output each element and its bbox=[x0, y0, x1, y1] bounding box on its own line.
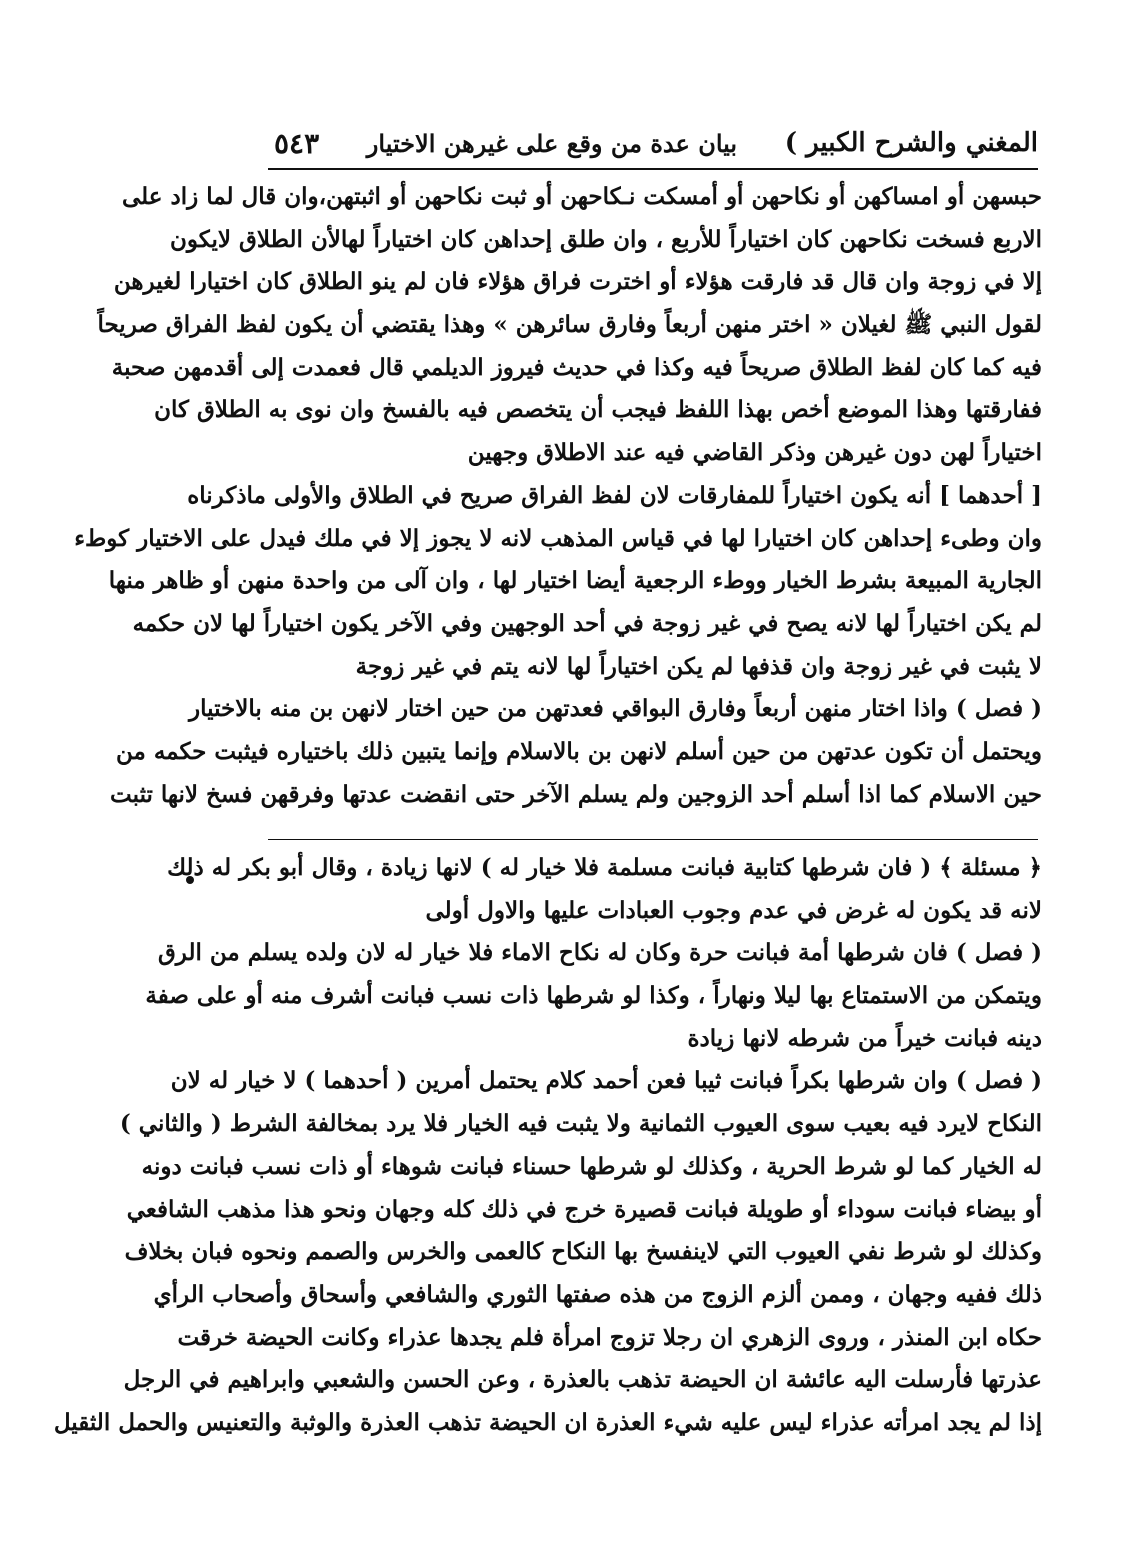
text-line: فيه كما كان لفظ الطلاق صريحاً فيه وكذا في حديث فيروز الديلمي قال فعمدت إلى أقدمهن صحبة bbox=[111, 353, 1042, 381]
text-line: إذا لم يجد امرأته عذراء ليس عليه شيء العذرة ان الحيضة تذهب العذرة والوثبة والتعنيس والحمل الثقيل bbox=[53, 1408, 1042, 1436]
text-line: حكاه ابن المنذر ، وروى الزهري ان رجلا تزوج امرأة فلم يجدها عذراء وكانت الحيضة خرقت bbox=[177, 1323, 1042, 1351]
text-line: إلا في زوجة وان قال قد فارقت هؤلاء أو اخترت فراق هؤلاء فان لم ينو الطلاق كان اختيارا لغيرهن bbox=[113, 268, 1042, 296]
header-rule bbox=[268, 168, 1038, 170]
text-line: النكاح لايرد فيه بعيب سوى العيوب الثمانية ولا يثبت فيه الخيار فلا يرد بمخالفة الشرط ( والثاني ) bbox=[119, 1110, 1042, 1138]
text-line: ( فصل ) فان شرطها أمة فبانت حرة وكان له نكاح الاماء فلا خيار له لان ولده يسلم من الرق bbox=[157, 939, 1042, 967]
text-line: الاربع فسخت نكاحهن كان اختياراً للأربع ، وان طلق إحداهن كان اختياراً لهالأن الطلاق لايكون bbox=[170, 225, 1042, 253]
text-line: اختياراً لهن دون غيرهن وذكر القاضي فيه عند الاطلاق وجهين bbox=[467, 439, 1042, 467]
section-divider bbox=[268, 839, 1038, 840]
book-title: المغني والشرح الكبير ) bbox=[784, 128, 1038, 158]
commentary-text bbox=[53, 847, 1042, 1445]
text-line: حبسهن أو امساكهن أو نكاحهن أو أمسكت نـكاحهن أو ثبت نكاحهن أو اثبتهن،وان قال لما زاد على bbox=[121, 183, 1042, 210]
page-header bbox=[268, 118, 1038, 168]
section-title: بيان عدة من وقع على غيرهن الاختيار bbox=[366, 128, 738, 158]
text-line: له الخيار كما لو شرط الحرية ، وكذلك لو شرطها حسناء فبانت شوهاء أو ذات نسب فبانت دونه bbox=[141, 1152, 1042, 1180]
text-line: لانه قد يكون له غرض في عدم وجوب العبادات عليها والاول أولى bbox=[425, 896, 1042, 924]
text-line: أو بيضاء فبانت سوداء أو طويلة فبانت قصيرة خرج في ذلك كله وجهان ونحو هذا مذهب الشافعي bbox=[126, 1195, 1042, 1223]
text-line: [ أحدهما ] أنه يكون اختياراً للمفارقات لان لفظ الفراق صريح في الطلاق والأولى ماذكرناه bbox=[187, 481, 1042, 509]
text-line: عذرتها فأرسلت اليه عائشة ان الحيضة تذهب بالعذرة ، وعن الحسن والشعبي وابراهيم في الرجل bbox=[123, 1366, 1042, 1394]
text-line: ( فصل ) واذا اختار منهن أربعاً وفارق البواقي فعدتهن من حين اختار لانهن بن منه بالاختيار bbox=[189, 695, 1042, 723]
text-line: ويتمكن من الاستمتاع بها ليلا ونهاراً ، وكذا لو شرطها ذات نسب فبانت أشرف منه أو على صفة bbox=[145, 982, 1042, 1010]
text-line: ففارقتها وهذا الموضع أخص بهذا اللفظ فيجب أن يتخصص فيه بالفسخ وان نوى به الطلاق كان bbox=[154, 396, 1042, 424]
text-line: ﴿ مسئلة ﴾ ( فان شرطها كتابية فبانت مسلمة فلا خيار له ) لانها زيادة ، وقال أبو بكر له ذلك bbox=[167, 854, 1042, 881]
text-line: وان وطىء إحداهن كان اختيارا لها في قياس المذهب لانه لا يجوز إلا في ملك فيدل على الاختيار كوطء bbox=[74, 524, 1042, 552]
text-line: وكذلك لو شرط نفي العيوب التي لاينفسخ بها النكاح كالعمى والخرس والصمم ونحوه فبان بخلاف bbox=[124, 1238, 1042, 1266]
page-number: ٥٤٣ bbox=[274, 126, 320, 160]
text-line: ذلك ففيه وجهان ، وممن ألزم الزوج من هذه صفتها الثوري والشافعي وأسحاق وأصحاب الرأي bbox=[153, 1280, 1042, 1308]
text-line: ويحتمل أن تكون عدتهن من حين أسلم لانهن بن بالاسلام وإنما يتبين ذلك باختياره فيثبت حكمه من bbox=[116, 737, 1042, 765]
text-line: حين الاسلام كما اذا أسلم أحد الزوجين ولم يسلم الآخر حتى انقضت عدتها وفرقهن فسخ لانها تثبت bbox=[110, 780, 1042, 808]
text-line: الجارية المبيعة بشرط الخيار ووطء الرجعية أيضا اختيار لها ، وان آلى من واحدة منهن أو ظاهر منها bbox=[108, 567, 1042, 595]
text-line: لقول النبي ﷺ لغيلان « اختر منهن أربعاً وفارق سائرهن » وهذا يقتضي أن يكون لفظ الفراق صريحاً bbox=[97, 311, 1042, 339]
text-line: لم يكن اختياراً لها لانه يصح في غير زوجة في أحد الوجهين وفي الآخر يكون اختياراً لها لان حكمه bbox=[132, 609, 1042, 637]
text-line: دينه فبانت خيراً من شرطه لانها زيادة bbox=[687, 1024, 1042, 1052]
text-line: ( فصل ) وان شرطها بكراً فبانت ثيبا فعن أحمد كلام يحتمل أمرين ( أحدهما ) لا خيار له لان bbox=[170, 1067, 1042, 1095]
main-text bbox=[74, 176, 1042, 816]
text-line: لا يثبت في غير زوجة وان قذفها لم يكن اختياراً لها لانه يتم في غير زوجة bbox=[355, 652, 1042, 680]
